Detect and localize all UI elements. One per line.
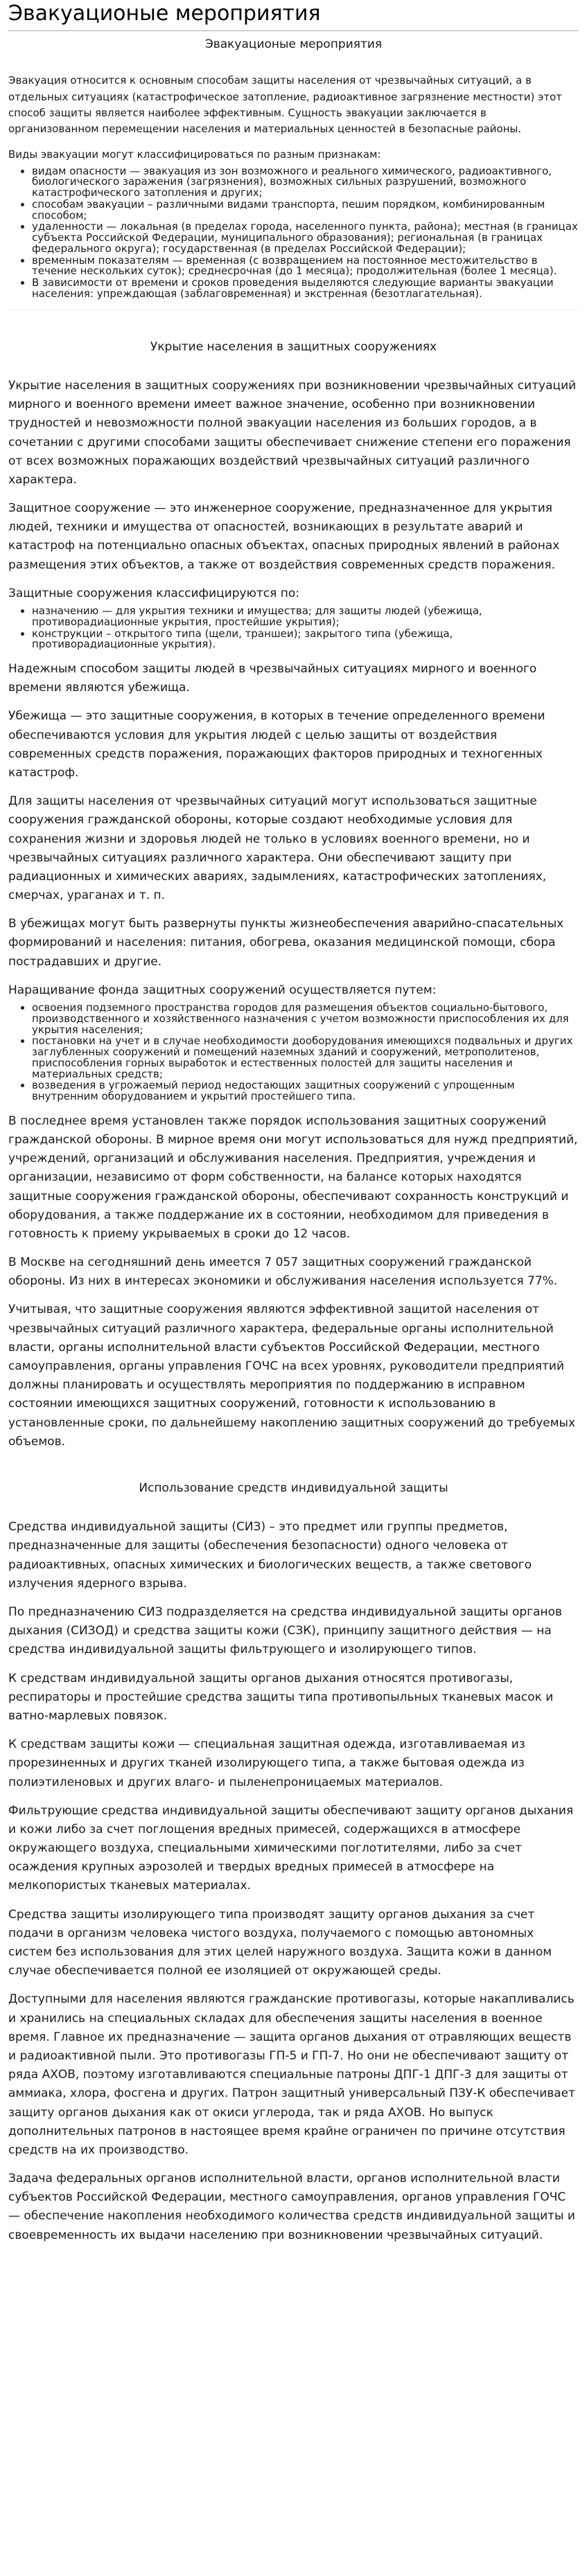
section-heading-shelters: Укрытие населения в защитных сооружениях <box>150 339 437 354</box>
shelters-paragraph: Для защиты населения от чрезвычайных ситуаций могут использоваться защитные сооружения гражданской обороны, которые создают необходимые условия для сохранения жизни и здоровья людей не только в условиях военного времени, но и чрезвычайных ситуациях различного характера. Они обеспечивают защиту при радиационных и химических авариях, задымлениях, катастрофических затоплениях, смерчах, ураганах и т. п. <box>8 794 547 903</box>
ppe-paragraph: Средства защиты изолирующего типа производят защиту органов дыхания за счет подачи в организм человека чистого воздуха, получаемого с помощью автономных систем без использования для этих целей наружного воздуха. Защита кожи в данном случае обеспечивается полной ее изоляцией от окружающей среды. <box>8 1907 552 1978</box>
list-item: • назначению — для укрытия техники и имущества; для защиты людей (убежища, противорадиационные укрытия, простейшие укрытия); <box>32 606 579 628</box>
evacuation-intro: Эвакуация относится к основным способам защиты населения от чрезвычайных ситуаций, а в отдельных ситуациях (катастрофическое затопление, радиоактивное загрязнение местности) этот способ защиты является наиболее эффективным. Сущность эвакуации заключается в организованном перемещении населения и материальных ценностей в безопасные районы. <box>8 74 563 136</box>
ppe-paragraph: Доступными для населения являются гражданские противогазы, которые накапливались и хранились на специальных складах для обеспечения защиты населения в военное время. Главное их предназначение — защита органов дыхания от отравляющих веществ и радиоактивной пыли. Это противогазы ГП-5 и ГП-7. Но они не обеспечивают защиту от ряда АХОВ, поэтому изготавливаются специальные патроны ДПГ-1 ДПГ-3 для защиты от аммиака, хлора, фосгена и других. Патрон защитный универсальный ПЗУ-К обеспечивает защиту органов дыхания как от окиси углерода, так и ряда АХОВ. Но выпуск дополнительных патронов в настоящее время крайне ограничен по причине отсутствия средств на их производство. <box>8 1992 576 2157</box>
shelters-fund-list <box>8 1003 579 1102</box>
ppe-paragraph: К средствам индивидуальной защиты органов дыхания относятся противогазы, респираторы и простейшие средства защиты типа противопыльных тканевых масок и ватно-марлевых повязок. <box>8 1671 554 1723</box>
shelters-fund-lead: Наращивание фонда защитных сооружений осуществляется путем: <box>8 983 437 997</box>
ppe-paragraph: Фильтрующие средства индивидуальной защиты обеспечивают защиту органов дыхания и кожи либо за счет поглощения вредных примесей, содержащихся в атмосфере окружающего воздуха, специальными химическими поглотителями, либо за счет осаждения крупных аэрозолей и твердых вредных примесей в атмосфере на мелкопористых тканевых материалах. <box>8 1803 574 1893</box>
shelters-paragraph: Защитное сооружение — это инженерное сооружение, предназначенное для укрытия людей, техники и имущества от опасностей, возникающих в результате аварий и катастроф на потенциально опасных объектах, опасных природных явлений в районах размещения этих объектов, а также от воздействия современных средств поражения. <box>8 501 560 572</box>
ppe-paragraph: По предназначению СИЗ подразделяется на средства индивидуальной защиты органов дыхания (СИЗОД) и средства защиты кожи (СЗК), принципу защитного действия — на средства индивидуальной защиты фильтрующего и изолирующего типов. <box>8 1605 563 1657</box>
list-item: • постановки на учет и в случае необходимости дооборудования имеющихся подвальных и других заглубленных сооружений и помещений наземных зданий и сооружений, метрополитенов, приспособления горных выработок и естественных полостей для защиты населения и материальных средств; <box>32 1036 579 1080</box>
shelters-paragraph: В Москве на сегодняшний день имеется 7 057 защитных сооружений гражданской обороны. Из них в интересах экономики и обслуживания населения используется 77%. <box>8 1255 558 1289</box>
ppe-paragraph: К средствам защиты кожи — специальная защитная одежда, изготавливаемая из прорезиненных и других тканей изолирующего типа, а также бытовая одежда из полиэтиленовых и других влаго- и пыленепроницаемых материалов. <box>8 1737 525 1789</box>
list-item: • видам опасности — эвакуация из зон возможного и реального химического, радиоактивного, биологического заражения (загрязнения), возможных сильных разрушений, возможного катастрофического затопления и других; <box>32 166 579 199</box>
shelters-classes-list <box>8 606 579 650</box>
shelters-paragraph: Учитывая, что защитные сооружения являются эффективной защитой населения от чрезвычайных ситуаций различного характера, федеральные органы исполнительной власти, органы исполнительной власти субъектов Российской Федерации, местного самоуправления, органы управления ГОЧС на всех уровнях, руководители предприятий должны планировать и осуществлять мероприятия по поддержанию в исправном состоянии имеющихся защитных сооружений, готовности к использованию в установленные сроки, по дальнейшему накоплению защитных сооружений до требуемых объемов. <box>8 1303 576 1449</box>
list-item: • временным показателям — временная (с возвращением на постоянное местожительство в течение нескольких суток); среднесрочная (до 1 месяца); продолжительная (более 1 месяца). <box>32 256 579 278</box>
section-heading-ppe: Использование средств индивидуальной защиты <box>139 1481 448 1495</box>
list-item: • конструкции – открытого типа (щели, траншеи); закрытого типа (убежища, противорадиационные укрытия). <box>32 629 579 651</box>
page-title: Эвакуационые мероприятия <box>8 1 579 31</box>
shelters-paragraph: В убежищах могут быть развернуты пункты жизнеобеспечения аварийно-спасательных формирований и населения: питания, обогрева, оказания медицинской помощи, сбора пострадавших и другие. <box>8 917 564 969</box>
ppe-paragraph: Средства индивидуальной защиты (СИЗ) – это предмет или группы предметов, предназначенные для защиты (обеспечения безопасности) одного человека от радиоактивных, опасных химических и биологических веществ, а также светового излучения ядерного взрыва. <box>8 1520 532 1591</box>
shelters-paragraph: Надежным способом защиты людей в чрезвычайных ситуациях мирного и военного времени являются убежища. <box>8 662 537 695</box>
shelters-classes-lead: Защитные сооружения классифицируются по: <box>8 586 300 600</box>
document-page <box>0 1 587 2245</box>
shelters-paragraph: В последнее время установлен также порядок использования защитных сооружений гражданской обороны. В мирное время они могут использоваться для нужд предприятий, учреждений, организаций и обслуживания населения. Предприятия, учреждения и организации, независимо от форм собственности, на балансе которых находятся защитные сооружения гражданской обороны, обеспечивают сохранность конструкций и оборудования, а также поддержание их в состоянии, необходимом для приведения в готовность к приему укрываемых в сроки до 12 часов. <box>8 1113 578 1241</box>
ppe-paragraph: Задача федеральных органов исполнительной власти, органов исполнительной власти субъектов Российской Федерации, местного самоуправления, органов управления ГОЧС — обеспечение накопления необходимого количества средств индивидуальной защиты и своевременность их выдачи населению при возникновении чрезвычайных ситуаций. <box>8 2172 575 2242</box>
list-item: • возведения в угрожаемый период недостающих защитных сооружений с упрощенным внутренним оборудованием и укрытий простейшего типа. <box>32 1080 579 1102</box>
page-subtitle: Эвакуационые мероприятия <box>204 37 383 51</box>
evacuation-types-list <box>8 166 579 300</box>
list-item: • В зависимости от времени и сроков проведения выделяются следующие варианты эвакуации населения: упреждающая (заблаговременная) и экстренная (безотлагательная). <box>32 278 579 300</box>
evacuation-types-lead: Виды эвакуации могут классифицироваться по разным признакам: <box>8 148 381 161</box>
list-item: • способам эвакуации – различными видами транспорта, пешим порядком, комбинированным способом; <box>32 199 579 222</box>
shelters-paragraph: Укрытие населения в защитных сооружениях при возникновении чрезвычайных ситуаций мирного и военного времени имеет важное значение, особенно при возникновении трудностей и невозможности полной эвакуации населения из больших городов, а в сочетании с другими способами защиты обеспечивает снижение степени его поражения от всех возможных поражающих воздействий чрезвычайных ситуаций различного характера. <box>8 378 577 487</box>
list-item: • освоения подземного пространства городов для размещения объектов социально-бытового, производственного и хозяйственного назначения с учетом возможности приспособления их для укрытия населения; <box>32 1003 579 1035</box>
shelters-paragraph: Убежища — это защитные сооружения, в которых в течение определенного времени обеспечиваются условия для укрытия людей с целью защиты от воздействия современных средств поражения, поражающих факторов природных и техногенных катастроф. <box>8 709 545 780</box>
list-item: • удаленности — локальная (в пределах города, населенного пункта, района); местная (в границах субъекта Российской Федерации, муниципального образования); региональная (в границах федерального округа); государственная (в пределах Российской Федерации); <box>32 222 579 254</box>
